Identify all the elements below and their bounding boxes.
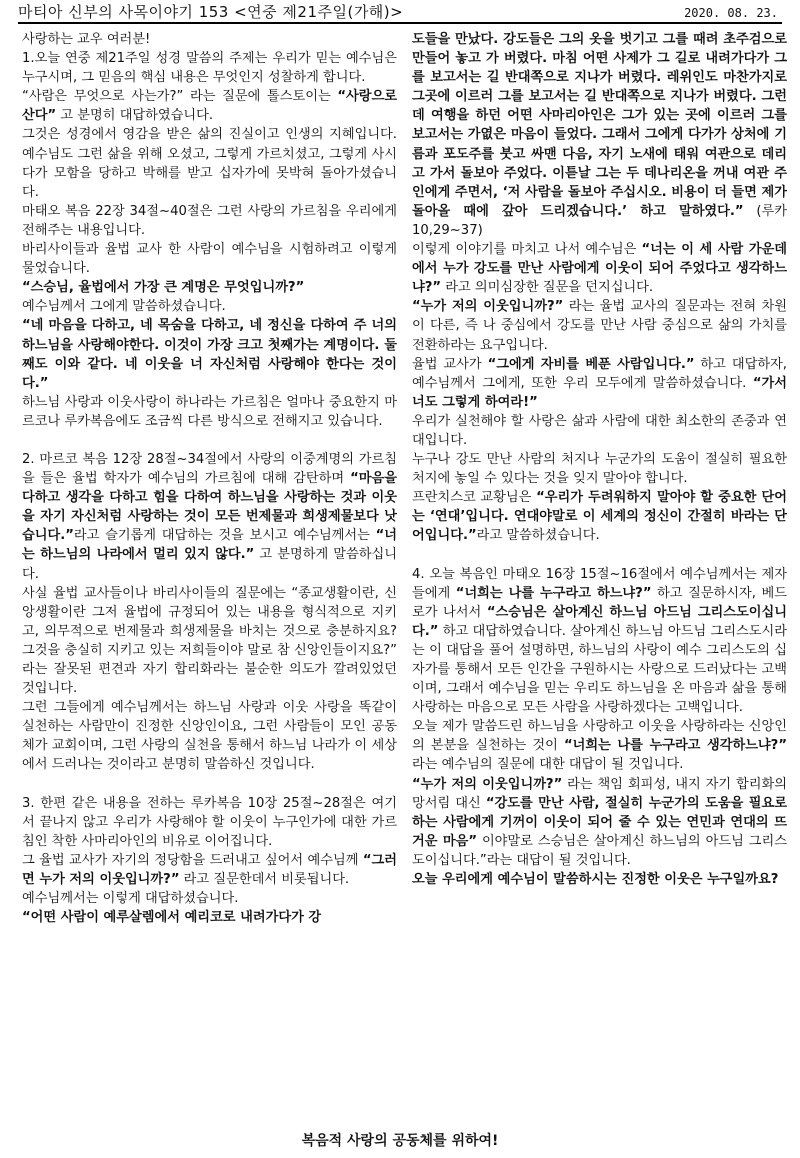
body-text: “사람은 무엇으로 사는가?” 라는 질문에 톨스토이는: [22, 89, 338, 105]
body-text: 예수님께서는 이렇게 대답하셨습니다.: [22, 891, 239, 907]
body-text: 율법 교사가: [412, 356, 488, 372]
emphasis-text: “네 마음을 다하고, 네 목숨을 다하고, 네 정신을 다하여 주 너의 하느님을 사랑해야한다. 이것이 가장 크고 첫째가는 계명이다. 둘째도 이와 같다. 네 이웃을 너 자신처럼 사랑해야 한다는 것이다.”: [22, 318, 397, 391]
paragraph: [412, 297, 787, 354]
body-text: 프란치스코 교황님은: [412, 490, 537, 506]
body-text: 하느님 사랑과 이웃사랑이 하나라는 가르침은 얼마나 중요한지 마르코나 루카복음에도 조금씩 다른 방식으로 전해지고 있습니다.: [22, 394, 397, 429]
emphasis-text: “사랑으로 산다”: [22, 89, 397, 124]
emphasis-text: “누가 저의 이웃입니까?”: [412, 776, 563, 792]
emphasis-text: “그러면 누가 저의 이웃입니까?”: [22, 852, 397, 887]
body-text: 하고 대답하자, 예수님께서 그에게, 또한 우리 모두에게 말씀하셨습니다.: [412, 356, 787, 391]
paragraph: [412, 775, 787, 870]
body-text: 그 율법 교사가 자기의 정당함을 드러내고 싶어서 예수님께: [22, 852, 363, 868]
body-text: 누구나 강도 만난 사람의 처지나 누군가의 도움이 절실히 필요한 처지에 놓일 수 있다는 것을 잊지 말아야 합니다.: [412, 452, 787, 487]
paragraph: [412, 355, 787, 412]
body-text: 하고 대답하였습니다. 살아계신 하느님 아드님 그리스도시라는 이 대답을 풀어 설명하면, 하느님의 사랑이 예수 그리스도의 십자가를 통해서 모든 인간을 구원하시는 사랑으로 드러났다는 고백이며, 그래서 예수님을 믿는 우리도 하느님을 온 마음과 삶을 통해 사랑하는 마음으로 모든 사람을 사랑하겠다는 고백입니다.: [412, 623, 787, 716]
body-text: 고 분명하게 말씀하십니다.: [22, 547, 397, 582]
emphasis-text: “가서 너도 그렇게 하여라!”: [412, 375, 787, 410]
emphasis-text: 오늘 우리에게 예수님이 말씀하시는 진정한 이웃은 누구일까요?: [412, 872, 779, 888]
body-text: 라고 슬기롭게 대답하는 것을 보시고 예수님께서는: [73, 528, 376, 544]
left-column: [22, 30, 397, 1122]
paragraph: [412, 870, 787, 889]
footer-slogan: 복음적 사랑의 공동체를 위하여!: [301, 1133, 499, 1149]
body-text: 그것은 성경에서 영감을 받은 삶의 진실이고 인생의 지혜입니다. 예수님도 그런 삶을 위해 오셨고, 그렇게 가르치셨고, 그렇게 사시다가 모함을 당하고 박해를 받고 십자가에 못박혀 돌아가셨습니다.: [22, 127, 397, 200]
paragraph: [22, 87, 397, 125]
emphasis-text: “너는 이 세 사람 가운데에서 누가 강도를 만난 사람에게 이웃이 되어 주었다고 생각하느냐?”: [412, 242, 787, 296]
paragraph: [22, 851, 397, 889]
body-text: 라고 질문한데서 비롯됩니다.: [179, 871, 350, 887]
paragraph: [412, 240, 787, 297]
body-text: 1.오늘 연중 제21주일 성경 말씀의 주제는 우리가 믿는 예수님은 누구시며, 그 믿음의 핵심 내용은 무엇인지 성찰하게 합니다.: [22, 51, 397, 86]
body-text: 이렇게 이야기를 마치고 나서 예수님은: [412, 242, 642, 258]
body-text: (루카 10,29~37): [412, 203, 787, 238]
paragraph: [22, 584, 397, 699]
paragraph: [22, 698, 397, 774]
paragraph: [22, 908, 397, 927]
body-text: 이야말로 스승님은 살아계신 하느님의 아드님 그리스도이십니다.”라는 대답이 될 것입니다.: [412, 833, 787, 868]
paragraph: [22, 30, 397, 49]
paragraph: [22, 202, 397, 240]
page-header: [18, 2, 782, 24]
paragraph: [412, 412, 787, 450]
body-text: 4. 오늘 복음인 마태오 16장 15절~16절에서 예수님께서는 제자들에게: [412, 566, 787, 601]
emphasis-text: “강도를 만난 사람, 절실히 누군가의 도움을 필요로 하는 사람에게 기꺼이 이웃이 되어 줄 수 있는 연민과 연대의 뜨거운 마음”: [412, 795, 787, 849]
paragraph: [22, 889, 397, 908]
emphasis-text: “우리가 두려워하지 말아야 할 중요한 단어는 ‘연대’입니다. 연대야말로 이 세계의 정신이 간절히 바라는 단어입니다.”: [412, 490, 787, 544]
paragraph: [412, 488, 787, 545]
emphasis-text: “그에게 자비를 베푼 사람입니다.”: [487, 356, 695, 372]
paragraph: [22, 794, 397, 851]
emphasis-text: “누가 저의 이웃입니까?”: [412, 299, 564, 315]
body-text: 라고 말씀하셨습니다.: [476, 528, 600, 544]
page-date: 2020. 08. 23.: [684, 6, 778, 20]
emphasis-text: “너희는 나를 누구라고 하느냐?”: [455, 585, 652, 601]
body-text: 고 분명히 대답하였습니다.: [56, 108, 214, 124]
body-text: 바리사이들과 율법 교사 한 사람이 예수님을 시험하려고 이렇게 물었습니다.: [22, 242, 397, 277]
body-text: 사랑하는 교우 여러분!: [22, 32, 151, 47]
body-text: 그런 그들에게 예수님께서는 하느님 사랑과 이웃 사랑을 똑같이 실천하는 사람만이 진정한 신앙인이요, 그런 사람들이 모인 공동체가 교회이며, 그런 사랑의 실천을 통해서 하느님 나라가 이 세상에서 드러나는 것이라고 분명히 말씀하신 것입니다.: [22, 700, 397, 773]
body-text: 라는 책임 회피성, 내지 자기 합리화의 망서림 대신: [412, 776, 787, 811]
emphasis-text: “너희는 나를 누구라고 생각하느냐?”: [564, 738, 787, 754]
paragraph: [22, 240, 397, 278]
body-text: 예수님께서 그에게 말씀하셨습니다.: [22, 299, 226, 315]
body-text: 라는 예수님의 질문에 대한 대답이 될 것입니다.: [412, 757, 684, 773]
body-text: 우리가 실천해야 할 사랑은 삶과 사람에 대한 최소한의 존중과 연대입니다.: [412, 413, 787, 448]
paragraph: [22, 393, 397, 431]
right-column: [412, 30, 787, 1122]
body-text: 라고 의미심장한 질문을 던지십니다.: [441, 280, 654, 296]
paragraph: [22, 278, 397, 297]
emphasis-text: “스승님은 살아계신 하느님 아드님 그리스도이십니다.”: [412, 604, 787, 639]
body-text: 하고 질문하시자, 베드로가 나서서: [412, 585, 787, 620]
emphasis-text: “어떤 사람이 예루살렘에서 예리코로 내려가다가 강: [22, 910, 322, 926]
paragraph: [22, 297, 397, 316]
paragraph: [22, 450, 397, 584]
paragraph: [412, 450, 787, 488]
emphasis-text: “너는 하느님의 나라에서 멀리 있지 않다.”: [22, 528, 397, 563]
paragraph: [412, 30, 787, 240]
body-text: 사실 율법 교사들이나 바리사이들의 질문에는 “종교생활이란, 신앙생활이란 그저 율법에 규정되어 있는 내용을 형식적으로 지키고, 의무적으로 번제물과 희생제물을 바치는 것으로 충분하지요? 그것을 충실히 지키고 있는 저희들이야 말로 참 신앙인들이지요?” 라는 잘못된 편견과 자기 합리화라는 불순한 의도가 깔려있었던 것입니다.: [22, 585, 397, 697]
body-text: 마태오 복음 22장 34절~40절은 그런 사랑의 가르침을 우리에게 전해주는 내용입니다.: [22, 203, 397, 238]
paragraph: [22, 316, 397, 392]
page-title: 마티아 신부의 사목이야기 153 <연중 제21주일(가해)>: [18, 3, 404, 21]
body-text: 오늘 제가 말씀드린 하느님을 사랑하고 이웃을 사랑하라는 신앙인의 본분을 실천하는 것이: [412, 719, 787, 754]
emphasis-text: 도들을 만났다. 강도들은 그의 옷을 벗기고 그를 때려 초주검으로 만들어 놓고 가 버렸다. 마침 어떤 사제가 그 길로 내려가다가 그를 보고서는 길 반대쪽으로 지나가 버렸다. 레위인도 마찬가지로 그곳에 이르러 그를 보고서는 길 반대쪽으로 지나가 버렸다. 그런데 여행을 하던 어떤 사마리아인은 그가 있는 곳에 이르러 그를 보고서는 가엾은 마음이 들었다. 그래서 그에게 다가가 상처에 기름과 포도주를 붓고 싸맨 다음, 자기 노새에 태워 여관으로 데리고 가서 돌보아 주었다. 이튿날 그는 두 데나리온을 꺼내 여관 주인에게 주면서, ‘저 사람을 돌보아 주십시오. 비용이 더 들면 제가 돌아올 때에 갚아 드리겠습니다.’ 하고 말하였다.”: [412, 32, 787, 219]
body-text: 라는 율법 교사의 질문과는 전혀 차원이 다른, 즉 나 중심에서 강도를 만난 사람 중심으로 삶의 가치를 전환하라는 요구입니다.: [412, 299, 787, 353]
emphasis-text: “스승님, 율법에서 가장 큰 계명은 무엇입니까?”: [22, 280, 305, 296]
body-text: 2. 마르코 복음 12장 28절~34절에서 사랑의 이중계명의 가르침을 들은 율법 학자가 예수님의 가르침에 대해 감탄하며: [22, 451, 397, 487]
paragraph: [412, 565, 787, 718]
paragraph: [22, 125, 397, 201]
emphasis-text: “마음을 다하고 생각을 다하고 힘을 다하여 하느님을 사랑하는 것과 이웃을 자기 자신처럼 사랑하는 것이 모든 번제물과 희생제물보다 낫습니다.”: [22, 471, 397, 544]
paragraph: [22, 49, 397, 87]
paragraph: [412, 717, 787, 774]
body-text: 3. 한편 같은 내용을 전하는 루카복음 10장 25절~28절은 여기서 끝나지 않고 우리가 사랑해야 할 이웃이 누구인가에 대한 가르침인 착한 사마리아인의 비유로 이어집니다.: [22, 795, 397, 849]
